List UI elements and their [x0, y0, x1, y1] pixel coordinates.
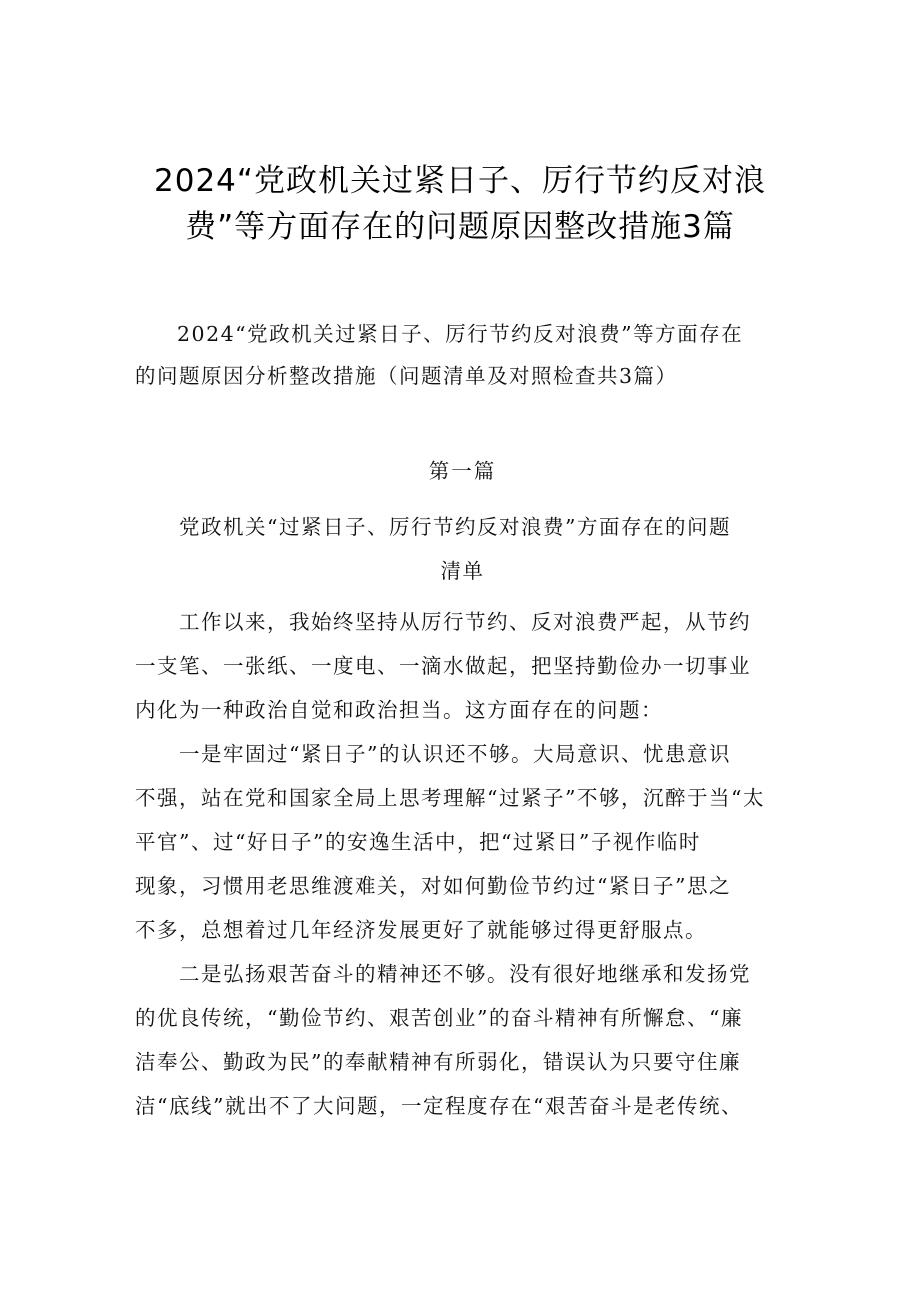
body-line: 洁“底线”就出不了大问题，一定程度存在“艰苦奋斗是老传统、: [135, 1094, 743, 1118]
body-line: 一是牢固过“紧日子”的认识还不够。大局意识、忧患意识: [179, 742, 731, 766]
body-line: 工作以来，我始终坚持从厉行节约、反对浪费严起，从节约: [179, 610, 751, 634]
document-subtitle: [135, 313, 790, 397]
subtitle-line: 的问题原因分析整改措施（问题清单及对照检查共3篇）: [135, 364, 678, 388]
body-line: 的优良传统，“勤俭节约、艰苦创业”的奋斗精神有所懈怠、“廉: [135, 1006, 743, 1030]
body-line: 不强，站在党和国家全局上思考理解“过紧子”不够，沉醉于当“太: [135, 786, 765, 810]
title-line: 2024“党政机关过紧日子、厉行节约反对浪: [154, 163, 766, 199]
chapter-label: 第一篇: [428, 459, 497, 483]
body-line: 一支笔、一张纸、一度电、一滴水做起，把坚持勤俭办一切事业: [135, 654, 751, 678]
body-line: 二是弘扬艰苦奋斗的精神还不够。没有很好地继承和发扬党: [179, 962, 751, 986]
body-line: 洁奉公、勤政为民”的奉献精神有所弱化，错误认为只要守住廉: [135, 1050, 741, 1074]
section-heading: [135, 505, 790, 593]
body-text: [135, 600, 790, 1128]
body-line: 不多，总想着过几年经济发展更好了就能够过得更舒服点。: [135, 918, 707, 942]
body-line: 现象，习惯用老思维渡难关，对如何勤俭节约过“紧日子”思之: [135, 874, 731, 898]
body-line: 内化为一种政治自觉和政治担当。这方面存在的问题：: [135, 698, 663, 722]
section-heading-line: 党政机关“过紧日子、厉行节约反对浪费”方面存在的问题: [179, 515, 731, 539]
title-line: 费”等方面存在的问题原因整改措施3篇: [185, 209, 735, 245]
section-heading-line: 清单: [440, 559, 485, 583]
document-title: [120, 158, 800, 250]
body-line: 平官”、过“好日子”的安逸生活中，把“过紧日”子视作临时: [135, 830, 701, 854]
subtitle-line: 2024“党政机关过紧日子、厉行节约反对浪费”等方面存在: [177, 322, 744, 346]
